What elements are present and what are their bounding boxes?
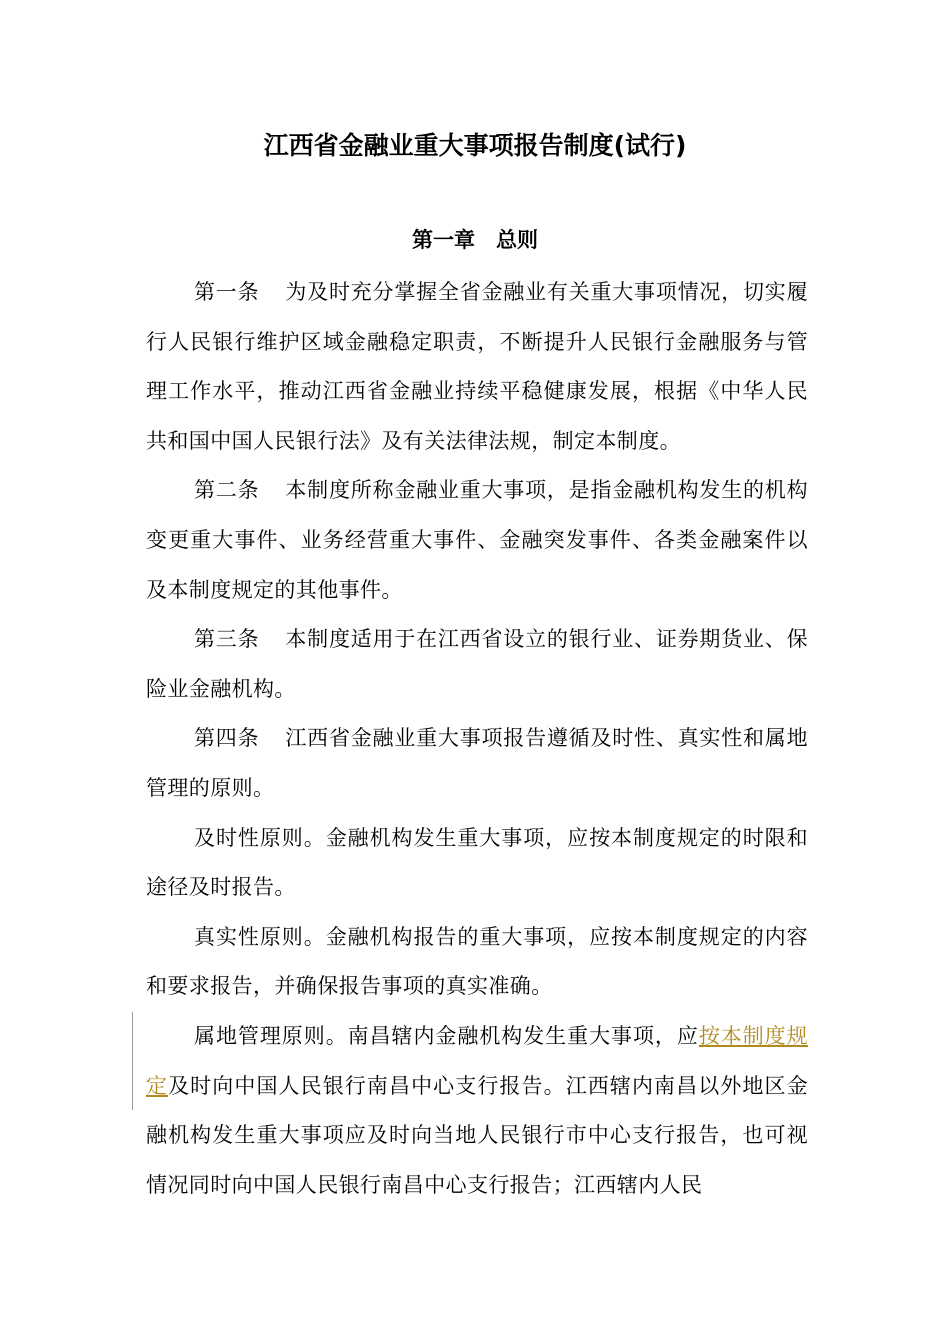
article-number: 第三条 — [194, 627, 260, 652]
principle-timeliness: 及时性原则。金融机构发生重大事项，应按本制度规定的时限和途径及时报告。 — [146, 825, 808, 900]
territorial-text-start: 属地管理原则。南昌辖内金融机构发生重大事项，应 — [194, 1023, 699, 1048]
article-4 — [146, 714, 808, 813]
chapter-heading: 第一章 总则 — [412, 228, 538, 252]
article-text: 江西省金融业重大事项报告遵循及时性、真实性和属地管理的原则。 — [146, 726, 809, 800]
article-2 — [146, 466, 808, 615]
article-1 — [146, 268, 808, 466]
article-number: 第四条 — [194, 726, 260, 751]
principle-authenticity: 真实性原则。金融机构报告的重大事项，应按本制度规定的内容和要求报告，并确保报告事项的真实准确。 — [146, 924, 808, 999]
regulation-link[interactable]: 按本制度规定 — [146, 1023, 809, 1098]
article-text: 为及时充分掌握全省金融业有关重大事项情况，切实履行人民银行维护区域金融稳定职责，不断提升人民银行金融服务与管理工作水平，推动江西省金融业持续平稳健康发展，根据《中华人民共和国中国人民银行法》及有关法律法规，制定本制度。 — [146, 280, 809, 453]
revision-change-bar — [132, 1012, 133, 1110]
article-text: 本制度所称金融业重大事项，是指金融机构发生的机构变更重大事件、业务经营重大事件、金融突发事件、各类金融案件以及本制度规定的其他事件。 — [146, 478, 809, 602]
principle-territorial — [146, 1012, 808, 1210]
article-number: 第一条 — [194, 280, 260, 304]
article-number: 第二条 — [194, 478, 260, 503]
article-text: 本制度适用于在江西省设立的银行业、证券期货业、保险业金融机构。 — [146, 627, 809, 701]
article-3 — [146, 615, 808, 714]
document-body — [146, 268, 808, 1210]
document-title: 江西省金融业重大事项报告制度(试行) — [263, 131, 687, 160]
territorial-text-end: 及时向中国人民银行南昌中心支行报告。江西辖内南昌以外地区金融机构发生重大事项应及时向当地人民银行市中心支行报告，也可视情况同时向中国人民银行南昌中心支行报告；江西辖内人民 — [146, 1073, 808, 1197]
